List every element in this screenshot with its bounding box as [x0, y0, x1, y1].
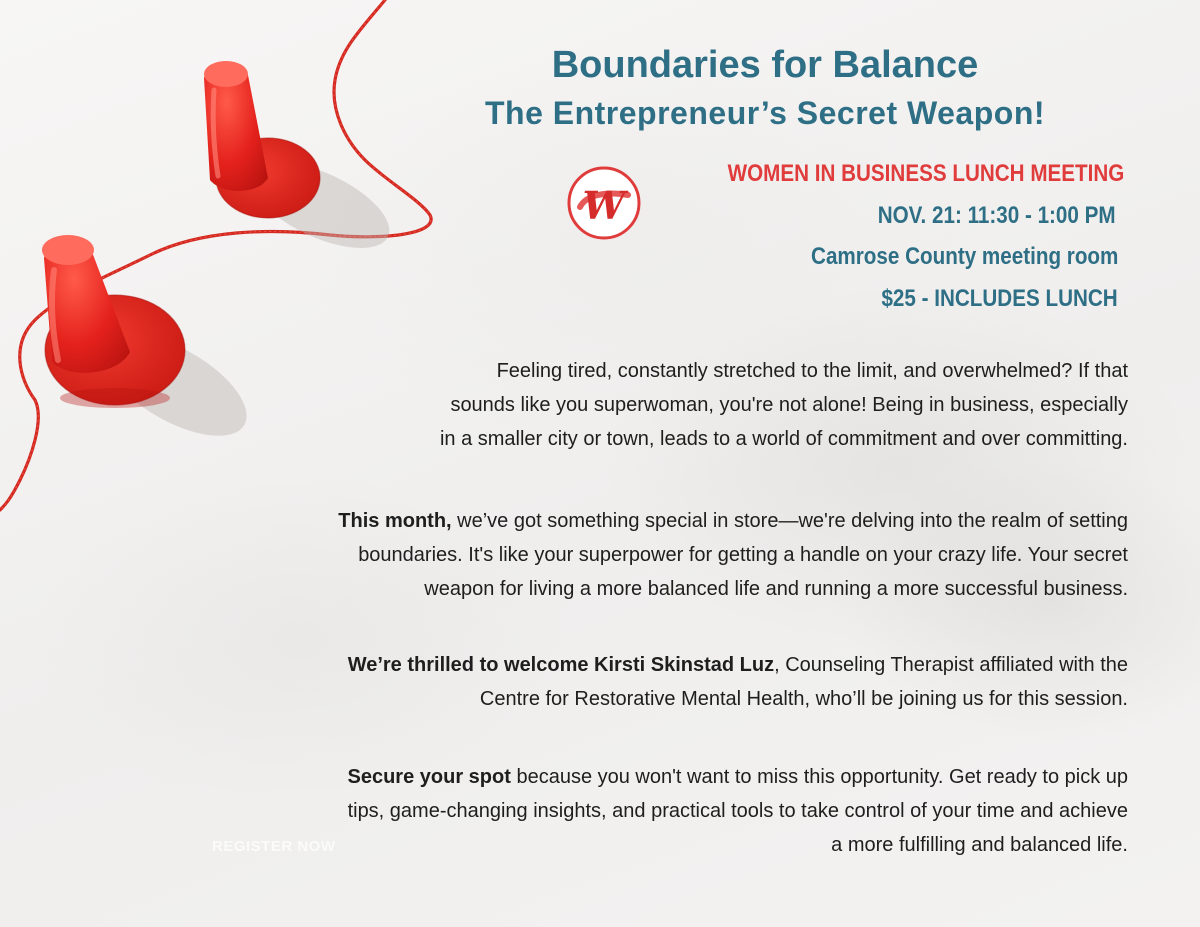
event-price: $25 - INCLUDES LUNCH — [881, 285, 1118, 312]
intro-line-1: Feeling tired, constantly stretched to the limit, and overwhelmed? If that — [496, 360, 1128, 382]
intro-line-2: sounds like you superwoman, you're not alone! Being in business, especially — [450, 394, 1128, 416]
speaker-line-2: Centre for Restorative Mental Health, who’ll be joining us for this session. — [479, 688, 1128, 710]
this-month-line-3: weapon for living a more balanced life and running a more successful business. — [424, 578, 1128, 600]
logo-letter: W — [582, 183, 626, 228]
cone-top — [204, 61, 320, 218]
this-month-lead: This month, — [338, 510, 452, 532]
intro-paragraph — [248, 354, 1128, 456]
secure-spot-lead: Secure your spot — [347, 766, 511, 788]
event-name: WOMEN IN BUSINESS LUNCH MEETING — [727, 160, 1124, 187]
secure-spot-line-3: a more fulfilling and balanced life. — [831, 834, 1128, 856]
speaker-lead: We’re thrilled to welcome Kirsti Skinstad Luz — [347, 654, 775, 676]
cone-bottom — [42, 235, 185, 408]
women-in-business-logo-icon — [566, 165, 642, 241]
register-now-link[interactable]: REGISTER NOW — [212, 838, 336, 855]
this-month-line-2: boundaries. It's like your superpower for getting a handle on your crazy life. Your secret — [358, 544, 1128, 566]
speaker-paragraph — [108, 648, 1128, 716]
secure-spot-line-1: because you won't want to miss this opportunity. Get ready to pick up — [510, 766, 1128, 788]
this-month-line-1: we’ve got something special in store—we're delving into the realm of setting — [451, 510, 1128, 532]
this-month-paragraph — [108, 504, 1128, 606]
speaker-line-1: , Counseling Therapist affiliated with the — [774, 654, 1128, 676]
page-subtitle: The Entrepreneur’s Secret Weapon! — [484, 95, 1046, 131]
event-location: Camrose County meeting room — [810, 243, 1118, 270]
page-title: Boundaries for Balance — [551, 44, 979, 86]
event-date-time: NOV. 21: 11:30 - 1:00 PM — [878, 202, 1116, 229]
intro-line-3: in a smaller city or town, leads to a world of commitment and over committing. — [439, 428, 1128, 450]
secure-spot-line-2: tips, game-changing insights, and practical tools to take control of your time and achieve — [347, 800, 1128, 822]
